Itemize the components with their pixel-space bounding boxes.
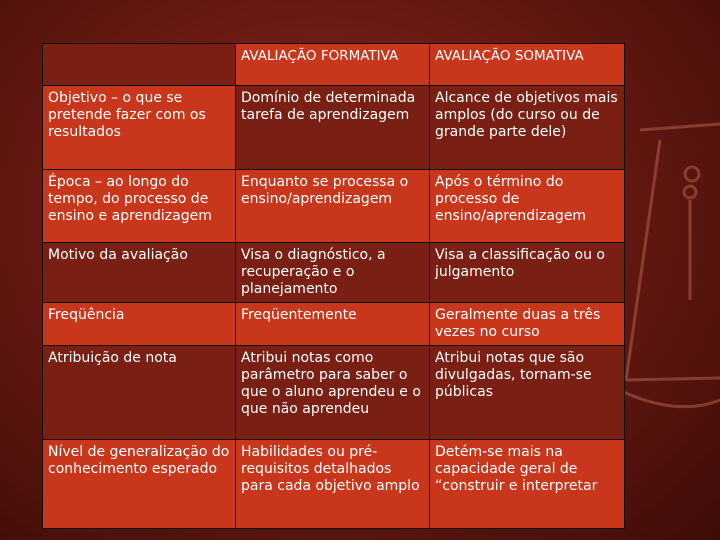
formativa-cell: Visa o diagnóstico, a recuperação e o planejamento	[236, 243, 430, 303]
table-row	[43, 303, 625, 346]
table-header-row	[43, 44, 625, 86]
formativa-cell: Domínio de determinada tarefa de aprendizagem	[236, 86, 430, 170]
header-somativa: AVALIAÇÃO SOMATIVA	[430, 44, 625, 86]
somativa-cell: Visa a classificação ou o julgamento	[430, 243, 625, 303]
somativa-cell: Atribui notas que são divulgadas, tornam-se públicas	[430, 346, 625, 440]
row-label: Época – ao longo do tempo, do processo de ensino e aprendizagem	[43, 170, 236, 243]
table-row	[43, 86, 625, 170]
formativa-cell: Enquanto se processa o ensino/aprendizagem	[236, 170, 430, 243]
somativa-cell: Detém-se mais na capacidade geral de “construir e interpretar	[430, 440, 625, 529]
row-label: Motivo da avaliação	[43, 243, 236, 303]
formativa-cell: Atribui notas como parâmetro para saber o que o aluno aprendeu e o que não aprendeu	[236, 346, 430, 440]
somativa-cell: Geralmente duas a três vezes no curso	[430, 303, 625, 346]
row-label: Freqüência	[43, 303, 236, 346]
row-label: Objetivo – o que se pretende fazer com os resultados	[43, 86, 236, 170]
header-empty-cell	[43, 44, 236, 86]
row-label: Atribuição de nota	[43, 346, 236, 440]
table-row	[43, 346, 625, 440]
table-row	[43, 170, 625, 243]
header-formativa: AVALIAÇÃO FORMATIVA	[236, 44, 430, 86]
somativa-cell: Alcance de objetivos mais amplos (do curso ou de grande parte dele)	[430, 86, 625, 170]
formativa-cell: Habilidades ou pré-requisitos detalhados para cada objetivo amplo	[236, 440, 430, 529]
table-row	[43, 243, 625, 303]
evaluation-comparison-table	[42, 43, 625, 529]
table-row	[43, 440, 625, 529]
row-label: Nível de generalização do conhecimento esperado	[43, 440, 236, 529]
somativa-cell: Após o término do processo de ensino/aprendizagem	[430, 170, 625, 243]
formativa-cell: Freqüentemente	[236, 303, 430, 346]
